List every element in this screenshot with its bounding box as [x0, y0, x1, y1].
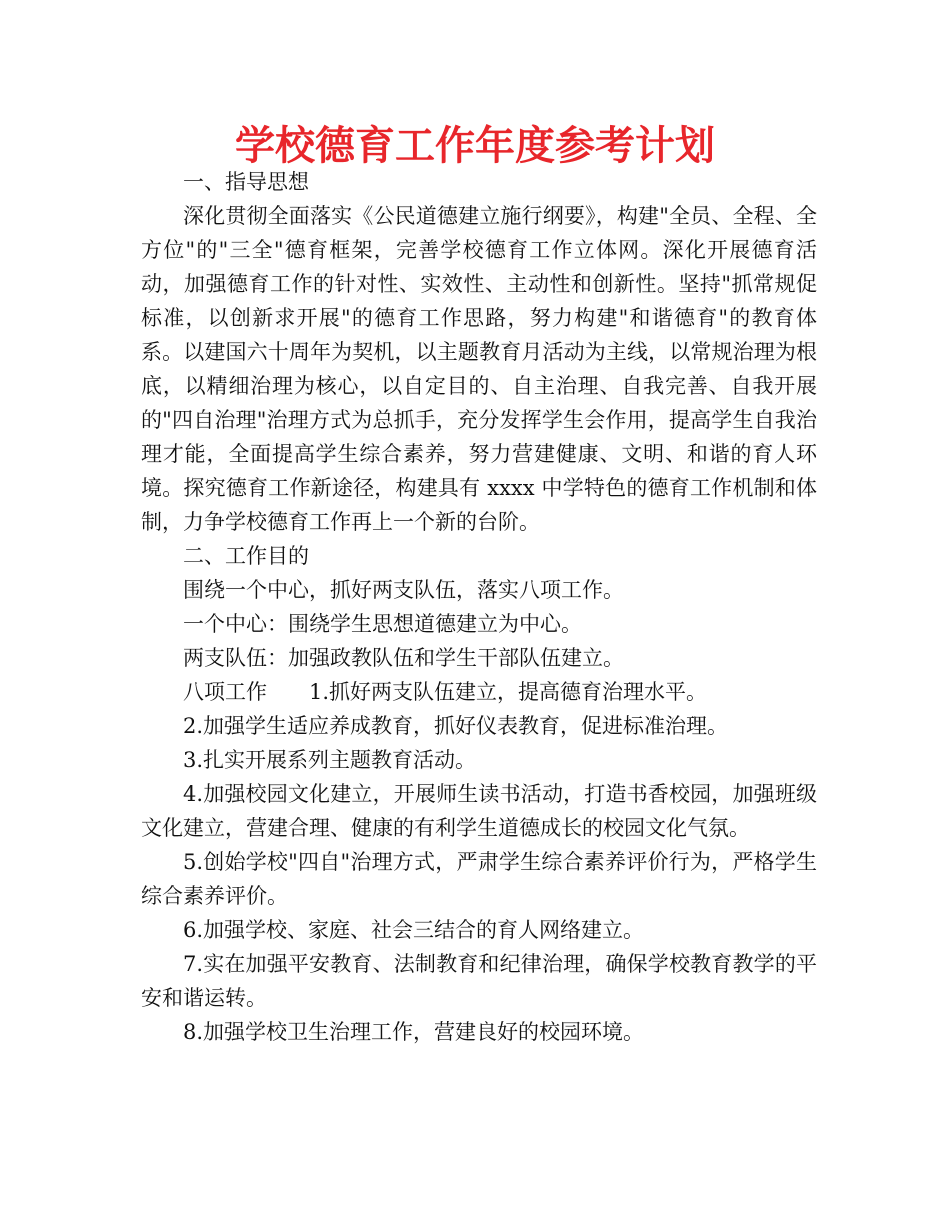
eight-items-label: 八项工作: [183, 680, 267, 704]
list-item-8: 8.加强学校卫生治理工作，营建良好的校园环境。: [183, 1020, 645, 1044]
list-item-4: 4.加强校园文化建立，开展师生读书活动，打造书香校园，加强班级文化建立，营建合理、健康的有利学生道德成长的校园文化气氛。: [141, 782, 817, 840]
paragraph-eight-items-lead: [141, 675, 817, 709]
paragraph-goals-intro: 围绕一个中心，抓好两支队伍，落实八项工作。: [183, 578, 624, 602]
list-item-7: 7.实在加强平安教育、法制教育和纪律治理，确保学校教育教学的平安和谐运转。: [141, 952, 817, 1010]
document-body: [141, 165, 817, 1049]
paragraph-guiding-thought: 深化贯彻全面落实《公民道德建立施行纲要》，构建"全员、全程、全方位"的"三全"德育框架，完善学校德育工作立体网。深化开展德育活动，加强德育工作的针对性、实效性、主动性和创新性。坚持"抓常规促标准，以创新求开展"的德育工作思路，努力构建"和谐德育"的教育体系。以建国六十周年为契机，以主题教育月活动为主线，以常规治理为根底，以精细治理为核心，以自定目的、自主治理、自我完善、自我开展的"四自治理"治理方式为总抓手，充分发挥学生会作用，提高学生自我治理才能，全面提高学生综合素养，努力营建健康、文明、和谐的育人环境。探究德育工作新途径，构建具有 xxxx 中学特色的德育工作机制和体制，力争学校德育工作再上一个新的台阶。: [141, 204, 817, 534]
list-item-1: 1.抓好两支队伍建立，提高德育治理水平。: [309, 680, 708, 704]
document-title: 学校德育工作年度参考计划: [235, 123, 715, 169]
section-heading-guiding-thought: 一、指导思想: [183, 170, 309, 194]
list-item-3: 3.扎实开展系列主题教育活动。: [183, 748, 477, 772]
list-item-2: 2.加强学生适应养成教育，抓好仪表教育，促进标准治理。: [183, 714, 729, 738]
paragraph-one-center: 一个中心：围绕学生思想道德建立为中心。: [183, 612, 582, 636]
list-item-5: 5.创始学校"四自"治理方式，严肃学生综合素养评价行为，严格学生综合素养评价。: [141, 850, 817, 908]
paragraph-two-teams: 两支队伍：加强政教队伍和学生干部队伍建立。: [183, 646, 624, 670]
section-heading-work-goals: 二、工作目的: [183, 544, 309, 568]
list-item-6: 6.加强学校、家庭、社会三结合的育人网络建立。: [183, 918, 645, 942]
